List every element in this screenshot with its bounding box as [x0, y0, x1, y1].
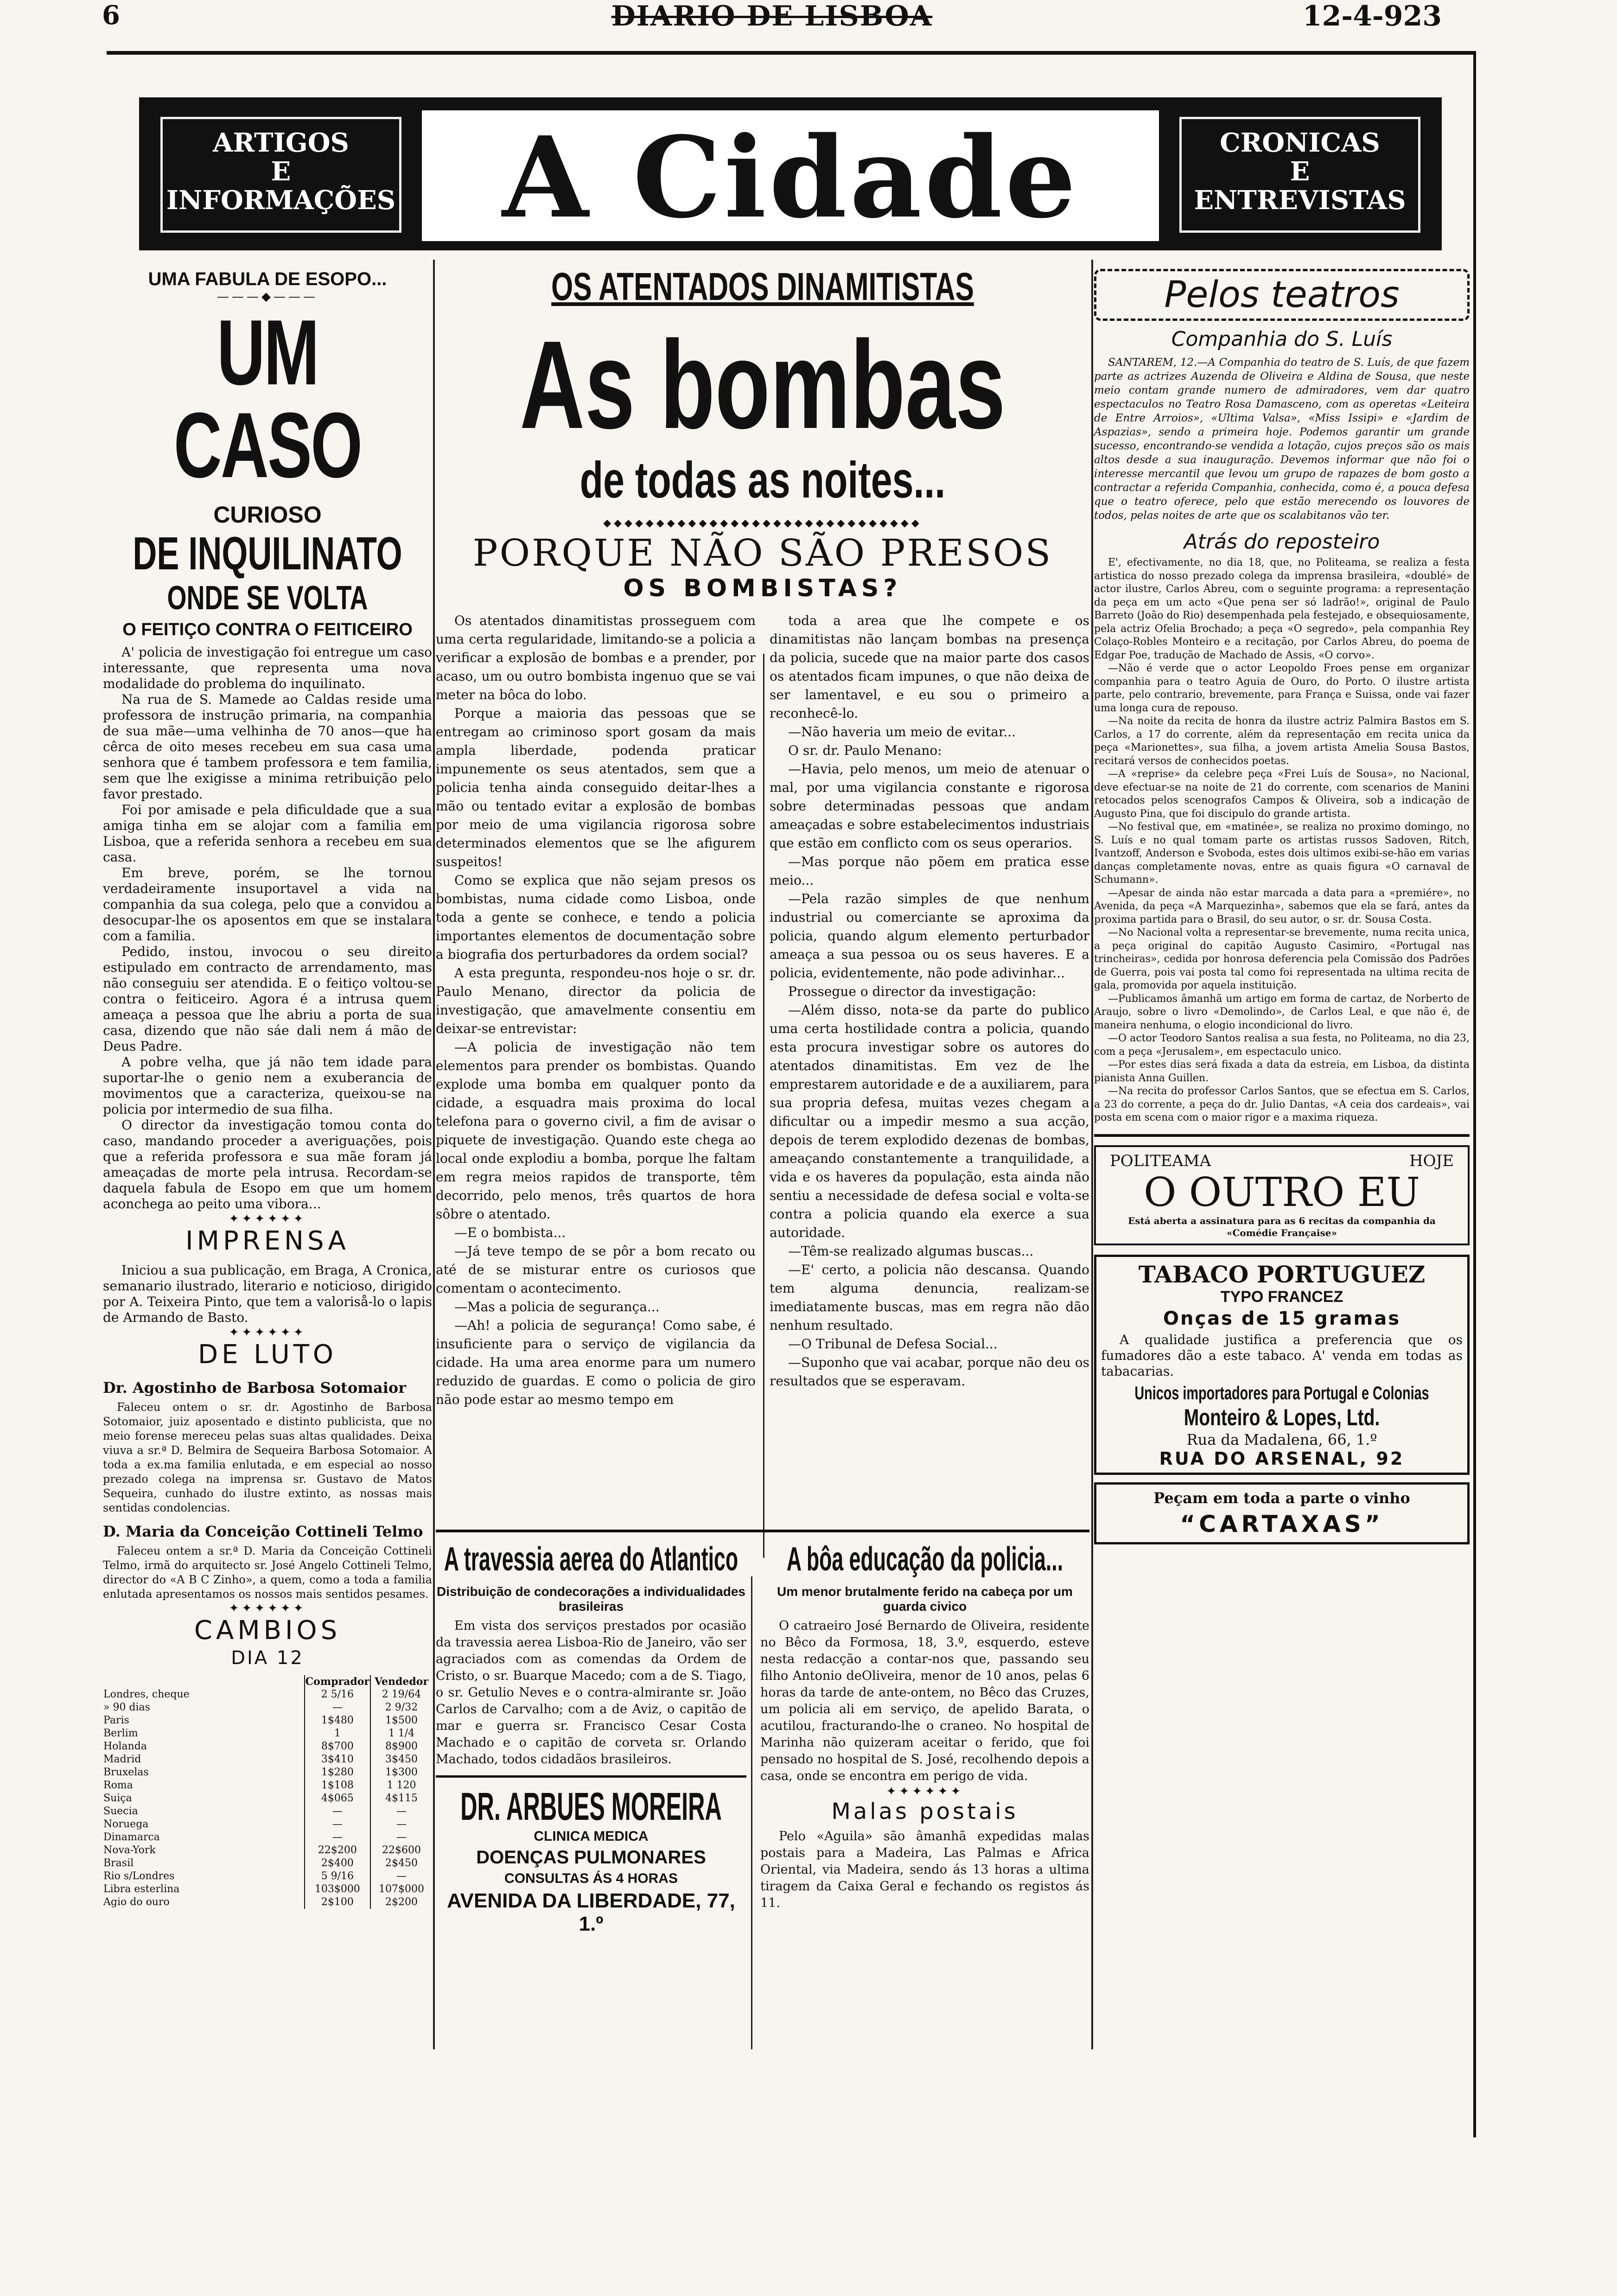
ad-brand: “CARTAXAS” — [1180, 1510, 1384, 1537]
ad-text: A qualidade justifica a preferencia que os fumadores dão a este tabaco. A' venda em todas as tabacarias. — [1101, 1332, 1463, 1379]
sell-rate: — — [370, 1818, 432, 1831]
section-divider — [436, 1530, 1089, 1532]
sell-rate: 8$900 — [370, 1740, 432, 1753]
masthead-left-line: INFORMAÇÕES — [166, 185, 396, 216]
tabaco-ad — [1094, 1255, 1470, 1475]
section-heading: Malas postais — [831, 1799, 1019, 1824]
buy-rate: 1$108 — [305, 1779, 370, 1792]
table-row — [103, 1792, 432, 1805]
sell-rate: — — [370, 1870, 432, 1883]
table-header — [103, 1675, 305, 1688]
politeama-ad — [1094, 1145, 1470, 1245]
article-body — [103, 644, 432, 1212]
column-rule — [1091, 260, 1093, 2049]
buy-rate: 4$065 — [305, 1792, 370, 1805]
paragraph: —A «reprise» da celebre peça «Frei Luís de Sousa», no Nacional, deve efectuar-se na noite de 21 do corrente, com scenarios de Manini retocados pelos scenografos Campos & Oliveira, sob a indicação de Augusto Pina, que foi discipulo do grande artista. — [1094, 768, 1470, 820]
table-row — [103, 1766, 432, 1779]
sell-rate: 1$500 — [370, 1714, 432, 1727]
paragraph: —Não é verde que o actor Leopoldo Froes pense em organizar companhia para o teatro Aguia de Ouro, do Porto. O ilustre artista parte, pelo contrario, brevemente, para França e Suissa, onde vai fazer uma longa cura de repouso. — [1094, 663, 1470, 714]
headline-sub: CURIOSO — [213, 502, 322, 528]
paragraph: —Têm-se realizado algumas buscas... — [788, 1244, 1034, 1259]
article-subhead: Distribuição de condecorações a individualidades brasileiras — [437, 1584, 745, 1614]
headline-sub: O FEITIÇO CONTRA O FEITICEIRO — [122, 620, 413, 639]
buy-rate: 1$280 — [305, 1766, 370, 1779]
sell-rate: 107$000 — [370, 1883, 432, 1896]
article-body: O catraeiro José Bernardo de Oliveira, residente no Bêco da Formosa, 18, 3.º, esquerdo, esteve nesta redacção a contar-nos que, passando seu filho Antonio deOliveira, menor de 10 anos, pelas 6 horas da tarde de ante-ontem, no Bêco das Cruzes, um policia ali em serviço, de apelido Barata, o acutilou, fracturando-lhe o craneo. No hospital de Marinha não quizeram aceitar o ferido, que foi pensado no hospital de S. José, recolhendo depois a casa, onde se encontra em perigo de vida. — [760, 1619, 1089, 1783]
currency-name: Rio s/Londres — [103, 1870, 175, 1882]
section-divider — [436, 1775, 746, 1778]
paragraph: —Mas porque não põem em pratica esse meio... — [770, 854, 1089, 888]
currency-name: Nova-York — [103, 1844, 156, 1856]
imprensa-body: Iniciou a sua publicação, em Braga, A Cronica, semanario ilustrado, literario e noticioso, dirigido por A. Teixeira Pinto, que tem a valoriså-lo o lapis de Armando de Basto. — [103, 1263, 432, 1325]
ad-line: DOENÇAS PULMONARES — [476, 1847, 706, 1868]
masthead-left-line: E — [271, 156, 291, 187]
table-row — [103, 1844, 432, 1857]
ornament: ———◆——— — [217, 290, 318, 304]
top-rule — [107, 51, 1474, 55]
table-row — [103, 1701, 432, 1714]
paragraph: —Apesar de ainda não estar marcada a data para a «premiére», no Avenida, da peça «A Marquezinha», sabemos que ela se fará, antes da proxima partida para o Brasil, do seu autor, o sr. dr. Sousa Costa. — [1094, 887, 1470, 925]
ad-address: Rua da Madalena, 66, 1.º — [1186, 1430, 1377, 1448]
right-column — [1094, 260, 1470, 1544]
sell-rate: 22$600 — [370, 1844, 432, 1857]
currency-name: Roma — [103, 1779, 133, 1791]
currency-name: Libra esterlina — [103, 1883, 180, 1895]
paragraph: Os atentados dinamitistas prosseguem com uma certa regularidade, limitando-se a policia a verificar a explosão de bombas e a prender, por acaso, um ou outro bombista ingenuo que se vai meter na bôca do lobo. — [436, 613, 756, 702]
table-header: Vendedor — [370, 1675, 432, 1688]
paragraph: —Suponho que vai acabar, porque não deu os resultados que se esperavam. — [770, 1355, 1089, 1389]
middle-column — [436, 260, 1089, 2000]
ornament: ✦✦✦✦✦✦ — [229, 1326, 306, 1339]
ad-name: DR. ARBUES MOREIRA — [460, 1785, 722, 1828]
headline-sub: ONDE SE VOLTA — [167, 580, 368, 617]
currency-name: Holanda — [103, 1741, 147, 1752]
paragraph: —O Tribunal de Defesa Social... — [788, 1336, 998, 1352]
ornament: ✦✦✦✦✦✦ — [229, 1212, 306, 1226]
masthead-left-line: ARTIGOS — [213, 128, 349, 158]
buy-rate: 1$480 — [305, 1714, 370, 1727]
show-note: Está aberta a assinatura para as 6 recitas da companhia da «Comédie Française» — [1128, 1215, 1436, 1238]
ad-company: Monteiro & Lopes, Ltd. — [1184, 1404, 1380, 1430]
paragraph: Como se explica que não sejam presos os bombistas, numa cidade como Lisboa, onde toda a gente se conhece, e tendo a policia importantes elementos de documentação sobre a biografia dos perturbadores da ordem social? — [436, 873, 756, 962]
sell-rate: — — [370, 1831, 432, 1844]
headline-main: As bombas — [520, 315, 1006, 455]
sell-rate: 2 9/32 — [370, 1701, 432, 1714]
buy-rate: 2$400 — [305, 1857, 370, 1870]
table-row — [103, 1896, 432, 1909]
masthead-right-line: ENTREVISTAS — [1194, 185, 1406, 216]
right-rule — [1473, 51, 1476, 2137]
buy-rate: — — [305, 1818, 370, 1831]
paragraph: —E o bombista... — [454, 1225, 566, 1240]
sell-rate: 4$115 — [370, 1792, 432, 1805]
sell-rate: 2$200 — [370, 1896, 432, 1909]
sell-rate: 1$300 — [370, 1766, 432, 1779]
show-title: O OUTRO EU — [1143, 1169, 1420, 1216]
currency-name: Paris — [103, 1715, 129, 1726]
section-subhead: Atrás do reposteiro — [1184, 530, 1380, 554]
buy-rate: 8$700 — [305, 1740, 370, 1753]
paragraph: A' policia de investigação foi entregue um caso interessante, que representa uma nova modalidade do problema do inquilinato. — [103, 644, 432, 691]
section-title: Pelos teatros — [1094, 269, 1470, 321]
policia-article — [760, 1541, 1089, 1912]
table-row — [103, 1753, 432, 1766]
currency-name: Agio do ouro — [103, 1896, 170, 1908]
currency-name: Brasil — [103, 1857, 134, 1869]
buy-rate: 103$000 — [305, 1883, 370, 1896]
paragraph: A pobre velha, que já não tem idade para suportar-lhe o genio nem a exuberancia de movimentos que a caracteriza, queixou-se na policia por intermedio de sua filha. — [103, 1054, 432, 1117]
section-title: A Cidade — [420, 108, 1161, 243]
masthead-left-box — [160, 117, 401, 233]
table-header: Comprador — [305, 1676, 369, 1688]
paragraph: —E' certo, a policia não descansa. Quando tem alguma denuncia, realizam-se imediatamente buscas, mas em regra não dão nenhum resultado. — [770, 1262, 1089, 1333]
paragraph: —Além disso, nota-se da parte do publico uma certa hostilidade contra a policia, quando esta procura investigar sobre os autores do atentados dinamitistas. Em vez de lhe emprestarem autoridade e de a auxiliarem, para sua propria defesa, muitas vezes chegam a dificultar ou a impedir mesmo a sua acção, depois de terem explodido dezenas de bombas, ameaçando constantemente a tranquilidade, a vida e os haveres da população, esta ainda não sentiu a necessidade de defesa social e volta-se contra a policia quando ela exerce a sua autoridade. — [770, 1002, 1089, 1240]
paragraph: —Publicamos âmanhã um artigo em forma de cartaz, de Norberto de Araujo, sobre o livro «Demolindo», de Carlos Leal, e que não é, de maneira nenhuma, o elogio incondicional do livro. — [1094, 993, 1470, 1031]
page-number: 6 — [102, 0, 120, 31]
ad-line: CONSULTAS ÁS 4 HORAS — [504, 1871, 678, 1886]
paragraph: E', efectivamente, no dia 18, que, no Politeama, se realiza a festa artistica do nosso prezado colega da imprensa brasileira, «doublé» de actor ilustre, Carlos Abreu, com o seguinte programa: a representação da peça em um acto «Que pena ser só ladrão!», original de Paulo Barreto (João do Rio) desempenhada pela festejado, e obsequiosamente, pela actriz Ofelia Brochado; a peça «O segredo», pela companhia Rey Colaço-Robles Monteiro e a recitação, por Carlos Abreu, do poema de Edgar Poe, tradução de Machado de Assis, «O corvo». — [1094, 557, 1470, 661]
article-headline: A travessia aerea do Atlantico — [444, 1541, 738, 1578]
section-masthead — [139, 97, 1442, 250]
paragraph: Pedido, instou, invocou o seu direito estipulado em contracto de arrendamento, mas não conseguiu ser atendida. E o feitiço voltou-se contra o feiticeiro. Agora é a intrusa quem ameaça a pessoa que lhe abriu a porta de sua casa, dizendo que não sáe dali nem á mão de Deus Padre. — [103, 944, 432, 1054]
ad-oncas: Onças de 15 gramas — [1163, 1307, 1401, 1329]
exchange-table — [103, 1675, 432, 1909]
sell-rate: 2 19/64 — [370, 1688, 432, 1701]
table-row — [103, 1818, 432, 1831]
headline-sub: PORQUE NÃO SÃO PRESOS — [472, 531, 1053, 574]
section-body: SANTAREM, 12.—A Companhia do teatro de S. Luís, de que fazem parte as actrizes Auzenda de Oliveira e Aldina de Sousa, que neste meio contam grande numero de admiradores, vem dar quatro espectaculos no Teatro Rosa Damasceno, com as operetas «Leiteira de Entre Arroios», «Ultima Valsa», «Miss Issipi» e «Jardim de Aspazias», sendo a primeira hoje. Podemos garantir um grande sucesso, encontrando-se vendida a lotação, cujos preços são os mais altos desde a sua inauguração. Devemos informar que não foi o interesse mercantil que levou um grupo de rapazes de bom gosto a contractar a referida Companhia, conhecida, como é, a pouca defesa que o teatro oferece, pelo que estão merecendo os louvores de todos, pelas noites de arte que os scalabitanos vão ter. — [1094, 357, 1470, 522]
headline-main: UM CASO — [173, 301, 362, 497]
currency-name: Suiça — [103, 1792, 132, 1804]
ornament: ◆◆◆◆◆◆◆◆◆◆◆◆◆◆◆◆◆◆◆◆◆◆◆◆◆◆◆◆◆◆ — [603, 517, 922, 529]
section-heading: IMPRENSA — [185, 1226, 350, 1256]
hoje-label: HOJE — [1409, 1151, 1454, 1170]
table-row — [103, 1805, 432, 1818]
ad-subtitle: TYPO FRANCEZ — [1220, 1288, 1343, 1306]
vinho-ad — [1094, 1482, 1470, 1544]
running-header — [102, 0, 1442, 33]
buy-rate: — — [305, 1701, 370, 1714]
headline-sub: OS BOMBISTAS? — [623, 574, 902, 602]
sell-rate: 1 120 — [370, 1779, 432, 1792]
article-kicker: OS ATENTADOS DINAMITISTAS — [551, 265, 974, 308]
paragraph: —No Nacional volta a representar-se brevemente, numa recita unica, a peça original do capitão Augusto Casimiro, «Portugal nas trincheiras», cedida por honrosa deferencia pela Comissão dos Padrões de Guerra, pois vai posta tal como foi representada na ultima recita de gala, promovida por aquela instituição. — [1094, 927, 1470, 991]
paragraph: Em breve, porém, se lhe tornou verdadeiramente insuportavel a vida na companhia da sua colega, pelo que a convidou a desocupar-lhe os aposentos em que se instalara com a familia. — [103, 865, 432, 944]
section-heading: DE LUTO — [198, 1339, 337, 1370]
ad-address: RUA DO ARSENAL, 92 — [1159, 1448, 1405, 1469]
paragraph: —Não haveria um meio de evitar... — [788, 724, 1016, 740]
article-body: Pelo «Aguila» são âmanhã expedidas malas postais para a Madeira, Las Palmas e Africa Oriental, via Madeira, sendo ás 13 horas a ultima tiragem da Caixa Geral e fechando os registos ás 11. — [760, 1829, 1089, 1910]
currency-name: Suecia — [103, 1805, 138, 1817]
article-subhead: Um menor brutalmente ferido na cabeça por um guarda civico — [777, 1584, 1073, 1614]
newspaper-title: DIARIO DE LISBOA — [611, 0, 933, 32]
article-body: Em vista dos serviços prestados por ocasião da travessia aerea Lisboa-Rio de Janeiro, vão ser agraciados com as comendas da Ordem de Cristo, o sr. Buarque Macedo; com a de S. Tiago, o sr. Getulio Neves e o contra-almirante sr. João Carlos de Carvalho; com a de Aviz, o capitão de mar e guerra sr. Francisco Cesar Costa Machado e o capitão de corveta sr. Orlando Machado, todos cidadãos brasileiros. — [436, 1619, 746, 1767]
currency-name: Madrid — [103, 1754, 141, 1765]
ad-line: Peçam em toda a parte o vinho — [1153, 1489, 1410, 1507]
buy-rate: 22$200 — [305, 1844, 370, 1857]
currency-name: Londres, cheque — [103, 1689, 190, 1700]
paragraph: —Já teve tempo de se pôr a bom recato ou até de se misturar entre os curiosos que comentam o acontecimento. — [436, 1244, 756, 1296]
article-body-col1 — [436, 612, 756, 1409]
ad-title: TABACO PORTUGUEZ — [1138, 1260, 1426, 1288]
currency-name: Berlim — [103, 1728, 138, 1739]
issue-date: 12-4-923 — [1302, 0, 1442, 32]
ad-line: CLINICA MEDICA — [534, 1829, 649, 1844]
obituary-text: Faleceu ontem a sr.ª D. Maria da Conceição Cottineli Telmo, irmã do arquitecto sr. José Angelo Cottineli Telmo, director do «A B C Zinho», a quem, como a toda a familia enlutada apresentamos os nossos mais sentidos pesames. — [103, 1544, 432, 1601]
headline-sub: de todas as noites... — [579, 452, 946, 509]
section-divider — [1094, 1134, 1470, 1137]
currency-name: Bruxelas — [103, 1767, 149, 1778]
article-headline: A bôa educação da policia... — [786, 1541, 1063, 1578]
table-row — [103, 1779, 432, 1792]
currency-name: Noruega — [103, 1818, 149, 1830]
table-row — [103, 1740, 432, 1753]
ad-importers: Unicos importadores para Portugal e Colonias — [1134, 1383, 1429, 1403]
buy-rate: — — [305, 1805, 370, 1818]
paragraph: Porque a maioria das pessoas que se entregam ao criminoso sport gosam da mais ampla liberdade, podenda praticar impunemente os seus atentados, sem que a policia tenha ainda conseguido deitar-lhes a mão ou tentado evitar a explosão de bombas por meio de uma vigilancia rigorosa sobre determinados elementos que se lhe afigurem suspeitos! — [436, 706, 756, 869]
ornament: ✦✦✦✦✦✦ — [886, 1785, 964, 1799]
sell-rate: 1 1/4 — [370, 1727, 432, 1740]
ornament: ✦✦✦✦✦✦ — [229, 1601, 306, 1615]
table-row — [103, 1831, 432, 1844]
paragraph: Na rua de S. Mamede ao Caldas reside uma professora de instrução primaria, na companhia de sua mãe—uma velhinha de 70 anos—que ha cêrca de oito meses recebeu em sua casa uma senhora que é tambem professora e tem familia, sem que lhe exigisse a minima retribuição pelo favor prestado. — [103, 692, 432, 802]
article-body-col2 — [770, 612, 1089, 1390]
buy-rate: 2$100 — [305, 1896, 370, 1909]
paragraph: —Havia, pelo menos, um meio de atenuar o mal, por uma vigilancia constante e rigorosa sobre determinadas pessoas que andam ameaçadas e sobre estabelecimentos industriais que estão em conflicto com os seus operarios. — [770, 761, 1089, 851]
paragraph: Foi por amisade e pela dificuldade que a sua amiga tinha em se alojar com a familia em Lisboa, que a referida senhora a recebeu em sua casa. — [103, 802, 432, 865]
paragraph: —Na recita do professor Carlos Santos, que se efectua em S. Carlos, a 23 do corrente, a peça do dr. Julio Dantas, «A ceia dos cardeais», vai posta em scena com o maior rigor e a maxima riqueza. — [1094, 1085, 1470, 1123]
currency-name: Dinamarca — [103, 1831, 160, 1843]
venue-name: POLITEAMA — [1110, 1151, 1211, 1170]
paragraph: toda a area que lhe compete e os dinamitistas não lançam bombas na presença da policia, sucede que na maior parte dos casos os atentados ficam impunes, o que não deixa de ser lamentavel, e eu sou o primeiro a reconhecê-lo. — [770, 613, 1089, 721]
obituary-name: Dr. Agostinho de Barbosa Sotomaior — [103, 1379, 407, 1397]
table-row — [103, 1883, 432, 1896]
masthead-right-box — [1179, 117, 1420, 233]
section-body — [1094, 556, 1470, 1125]
table-row — [103, 1870, 432, 1883]
headline-sub: DE INQUILINATO — [133, 528, 402, 580]
sell-rate: 2$450 — [370, 1857, 432, 1870]
column-rule — [433, 260, 435, 2049]
table-row — [103, 1727, 432, 1740]
buy-rate: — — [305, 1831, 370, 1844]
section-heading: CAMBIOS — [194, 1615, 341, 1645]
masthead-right-line: CRONICAS — [1220, 128, 1380, 158]
paragraph: A esta pregunta, respondeu-nos hoje o sr. dr. Paulo Menano, director da policia de investigação, que amavelmente consentiu em deixar-se entrevistar: — [436, 965, 756, 1036]
paragraph: —O actor Teodoro Santos realisa a sua festa, no Politeama, no dia 23, com a peça «Jerusalem», em espectaculo unico. — [1094, 1033, 1470, 1058]
travessia-article — [436, 1541, 746, 1936]
table-row — [103, 1714, 432, 1727]
cambios-day: DIA 12 — [231, 1647, 304, 1669]
table-row — [103, 1688, 432, 1701]
paragraph: —Mas a policia de segurança... — [454, 1299, 660, 1314]
paragraph: Prossegue o director da investigação: — [788, 984, 1037, 999]
paragraph: —No festival que, em «matinée», se realiza no proximo domingo, no S. Luís e no qual tomam parte os artistas russos Sadoven, Ritch, Ivantzoff, Anderson e Svoboda, estes dois ultimos exibi-se-hão em varias danças completamente novas, entre as quais figura «O carnaval de Schumann». — [1094, 821, 1470, 886]
left-column — [103, 260, 432, 1909]
section-subhead: Companhia do S. Luís — [1171, 327, 1393, 351]
buy-rate: 1 — [305, 1727, 370, 1740]
obituary-text: Faleceu ontem o sr. dr. Agostinho de Barbosa Sotomaior, juiz aposentado e distinto publicista, que no meio forense mereceu pelas suas altas qualidades. Deixa viuva a sr.ª D. Belmira de Sequeira Barbosa Sotomaior. A toda a ex.ma familia enlutada, e em especial ao nosso prezado colega na imprensa sr. Gustavo de Matos Sequeira, cunhado do ilustre extinto, as nossas mais sentidas condolencias. — [103, 1401, 432, 1514]
ad-line: AVENIDA DA LIBERDADE, 77, 1.º — [447, 1889, 735, 1935]
paragraph: O director da investigação tomou conta do caso, mandando proceder a averiguações, pois que a referida professora e sua mãe foram já ameaçadas de morte pela intrusa. Recordam-se daquela fabula de Esopo em que um homem aconchega ao peito uma vibora... — [103, 1117, 432, 1212]
buy-rate: 5 9/16 — [305, 1870, 370, 1883]
masthead-right-line: E — [1290, 156, 1310, 187]
article-kicker: UMA FABULA DE ESOPO... — [148, 269, 387, 289]
sell-rate: 3$450 — [370, 1753, 432, 1766]
currency-name: » 90 dias — [103, 1702, 150, 1713]
table-row — [103, 1857, 432, 1870]
obituary-name: D. Maria da Conceição Cottineli Telmo — [103, 1523, 423, 1540]
paragraph: —A policia de investigação não tem elementos para prender os bombistas. Quando explode uma bomba em qualquer ponto da cidade, a esquadra mais proxima do local telefona para o governo civil, a fim de avisar o piquete de investigação. Quando este chega ao local onde explodiu a bomba, porque lhe faltam em regra meios rapidos de transporte, têm decorrido, pelo menos, três quartos de hora sôbre o atentado. — [436, 1040, 756, 1222]
buy-rate: 3$410 — [305, 1753, 370, 1766]
paragraph: O sr. dr. Paulo Menano: — [788, 743, 942, 758]
paragraph: —Na noite da recita de honra da ilustre actriz Palmira Bastos em S. Carlos, a 17 do corrente, além da representação em recita unica da peça «Marionettes», sua filha, a jovem artista Amelia Sousa Bastos, recitará versos de conhecidos poetas. — [1094, 715, 1470, 767]
paragraph: —Pela razão simples de que nenhum industrial ou comerciante se aproxima da policia, quando algum elemento perturbador ameaça a sua pessoa ou os seus haveres. E a policia, evidentemente, não pode adivinhar... — [770, 891, 1089, 981]
paragraph: —Por estes dias será fixada a data da estreia, em Lisboa, da distinta pianista Anna Guillen. — [1094, 1059, 1470, 1084]
buy-rate: 2 5/16 — [305, 1688, 370, 1701]
paragraph: —Ah! a policia de segurança! Como sabe, é insuficiente para o serviço de vigilancia da cidade. Ha uma area enorme para um numero reduzido de guardas. E como o policia de giro não pode estar ao mesmo tempo em — [436, 1318, 756, 1407]
sell-rate: — — [370, 1805, 432, 1818]
